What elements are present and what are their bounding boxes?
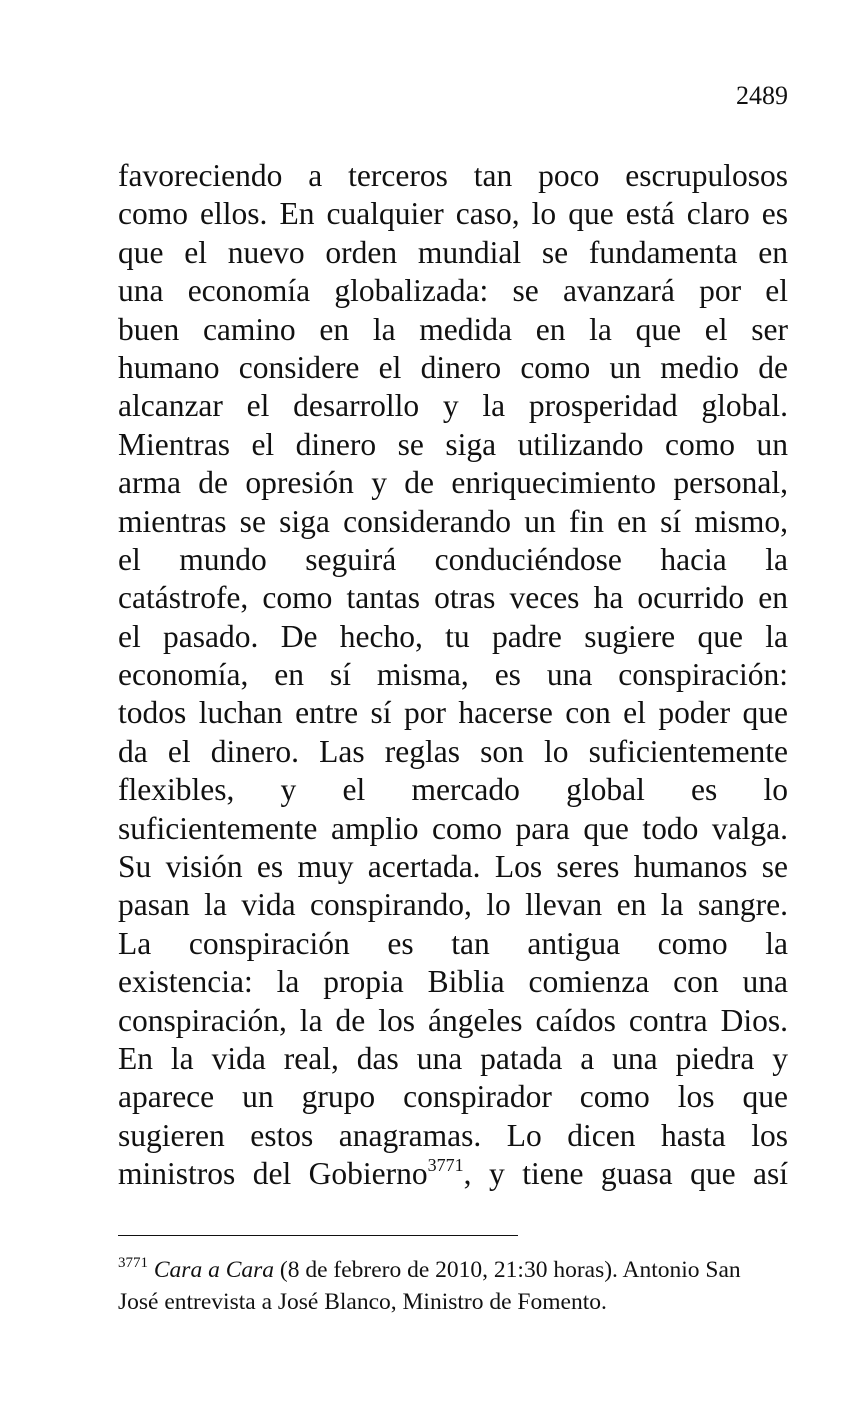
body-line: que el nuevo orden mundial se fundamenta en: [118, 234, 788, 270]
body-text: [118, 157, 788, 1194]
body-line: mientras se siga considerando un fin en sí mismo,: [118, 503, 788, 539]
body-line: suficientemente amplio como para que todo valga.: [118, 810, 788, 846]
body-line: En la vida real, das una patada a una piedra y: [118, 1040, 788, 1076]
body-line: buen camino en la medida en la que el ser: [118, 311, 788, 347]
footnote: [118, 1254, 788, 1318]
footnote-title: Cara a Cara: [153, 1257, 275, 1283]
body-line: el pasado. De hecho, tu padre sugiere que la: [118, 618, 788, 654]
body-line: da el dinero. Las reglas son lo suficientemente: [118, 733, 788, 769]
body-line-last: [118, 1155, 788, 1193]
footnote-reference: 3771: [427, 1155, 464, 1176]
body-line: el mundo seguirá conduciéndose hacia la: [118, 541, 788, 577]
body-line: flexibles, y el mercado global es lo: [118, 772, 788, 808]
footnote-divider: [118, 1235, 518, 1236]
footnote-line-1: [118, 1254, 788, 1286]
footnote-text: (8 de febrero de 2010, 21:30 horas). Antonio San: [274, 1257, 741, 1283]
body-line-segment: ministros del Gobierno: [118, 1156, 428, 1192]
body-line: todos luchan entre sí por hacerse con el poder que: [118, 695, 788, 731]
body-line: sugieren estos anagramas. Lo dicen hasta los: [118, 1117, 788, 1153]
body-line: pasan la vida conspirando, lo llevan en la sangre.: [118, 887, 788, 923]
body-line: una economía globalizada: se avanzará por el: [118, 273, 788, 309]
body-line: economía, en sí misma, es una conspiración:: [118, 657, 788, 693]
page-number: 2489: [736, 81, 788, 110]
body-line: Su visión es muy acertada. Los seres humanos se: [118, 849, 788, 885]
body-line: catástrofe, como tantas otras veces ha ocurrido en: [118, 580, 788, 616]
footnote-number: 3771: [118, 1255, 148, 1271]
body-line: conspiración, la de los ángeles caídos contra Dios.: [118, 1002, 788, 1038]
body-line: como ellos. En cualquier caso, lo que está claro es: [118, 196, 788, 232]
body-line: arma de opresión y de enriquecimiento personal,: [118, 465, 788, 501]
body-line-segment: , y tiene guasa que así: [463, 1156, 789, 1192]
body-line: alcanzar el desarrollo y la prosperidad global.: [118, 388, 788, 424]
body-line: Mientras el dinero se siga utilizando como un: [118, 426, 788, 462]
body-line: La conspiración es tan antigua como la: [118, 925, 788, 961]
body-line: aparece un grupo conspirador como los que: [118, 1079, 788, 1115]
footnote-line-2: José entrevista a José Blanco, Ministro de Fomento.: [118, 1289, 607, 1315]
body-line: favoreciendo a terceros tan poco escrupulosos: [118, 158, 788, 193]
body-line: humano considere el dinero como un medio de: [118, 349, 788, 385]
body-line: existencia: la propia Biblia comienza con una: [118, 964, 788, 1000]
